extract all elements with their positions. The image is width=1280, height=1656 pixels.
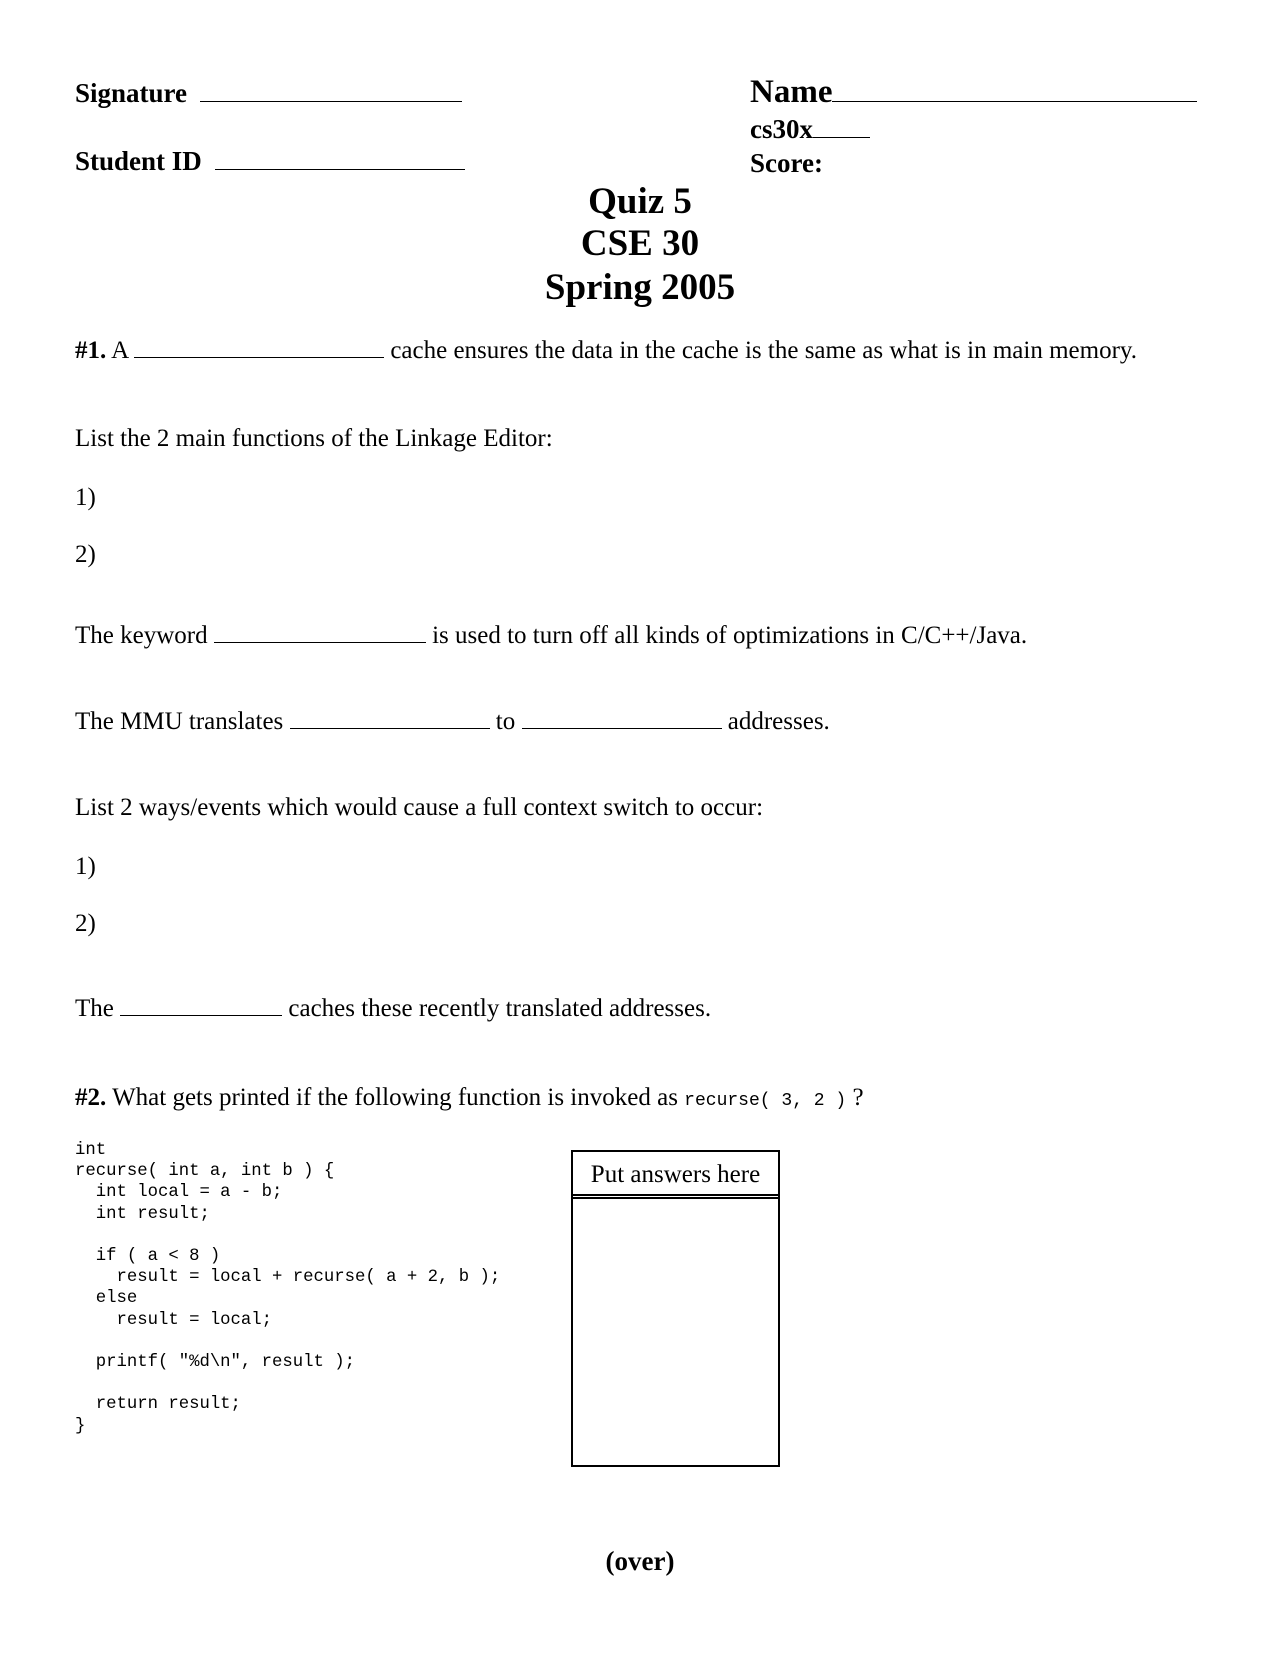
context-item-1: 1) — [75, 853, 96, 880]
context-item-2: 2) — [75, 910, 96, 937]
mmu-from-blank[interactable] — [290, 727, 490, 729]
answer-box-label: Put answers here — [573, 1152, 778, 1199]
tlb-line — [75, 995, 711, 1023]
student-id-field[interactable] — [75, 146, 465, 177]
q2-question-mark: ? — [852, 1084, 864, 1111]
keyword-prefix: The keyword — [75, 622, 208, 649]
answer-box[interactable] — [571, 1150, 780, 1467]
signature-label: Signature — [75, 78, 188, 108]
score-label: Score: — [750, 148, 823, 178]
tlb-suffix: caches these recently translated addresses. — [288, 995, 712, 1022]
student-id-blank[interactable] — [215, 168, 465, 170]
keyword-suffix: is used to turn off all kinds of optimizations in C/C++/Java. — [432, 622, 1028, 649]
q2-prompt-line — [75, 1084, 864, 1112]
q2-number: #2. — [75, 1084, 107, 1111]
linkage-prompt: List the 2 main functions of the Linkage Editor: — [75, 425, 553, 452]
mmu-middle: to — [495, 708, 516, 735]
student-id-label: Student ID — [75, 146, 202, 176]
keyword-line — [75, 622, 1027, 650]
term-title: Spring 2005 — [544, 267, 736, 308]
account-field[interactable] — [750, 114, 870, 145]
over-note: (over) — [605, 1546, 675, 1576]
account-blank[interactable] — [813, 136, 870, 138]
q1-cache-suffix: cache ensures the data in the cache is the same as what is in main memory. — [390, 337, 1138, 364]
linkage-item-1: 1) — [75, 484, 96, 511]
tlb-blank[interactable] — [120, 1014, 282, 1016]
mmu-prefix: The MMU translates — [75, 708, 284, 735]
course-title: CSE 30 — [580, 223, 700, 264]
account-label: cs30x — [750, 114, 813, 144]
code-listing: int recurse( int a, int b ) { int local = a - b; int result; if ( a < 8 ) result = local + recurse( a + 2, b ); else result = local; printf( "%d\n", result ); return result; } — [75, 1141, 501, 1436]
tlb-prefix: The — [75, 995, 114, 1022]
q2-prompt: What gets printed if the following function is invoked as — [112, 1084, 678, 1111]
quiz-title: Quiz 5 — [588, 181, 692, 222]
signature-field[interactable] — [75, 78, 462, 109]
mmu-line — [75, 708, 830, 736]
q1-number: #1. — [75, 337, 107, 364]
mmu-to-blank[interactable] — [522, 727, 722, 729]
name-label: Name — [750, 74, 833, 110]
keyword-blank[interactable] — [214, 641, 426, 643]
name-blank[interactable] — [832, 100, 1197, 102]
signature-blank[interactable] — [200, 100, 462, 102]
name-field[interactable] — [750, 74, 1197, 111]
q1-cache-line — [75, 337, 1137, 365]
cache-blank[interactable] — [134, 356, 384, 358]
context-prompt: List 2 ways/events which would cause a full context switch to occur: — [75, 794, 764, 821]
linkage-item-2: 2) — [75, 541, 96, 568]
q1-cache-prefix: A — [111, 337, 128, 364]
q2-call: recurse( 3, 2 ) — [684, 1091, 847, 1111]
mmu-suffix: addresses. — [727, 708, 830, 735]
